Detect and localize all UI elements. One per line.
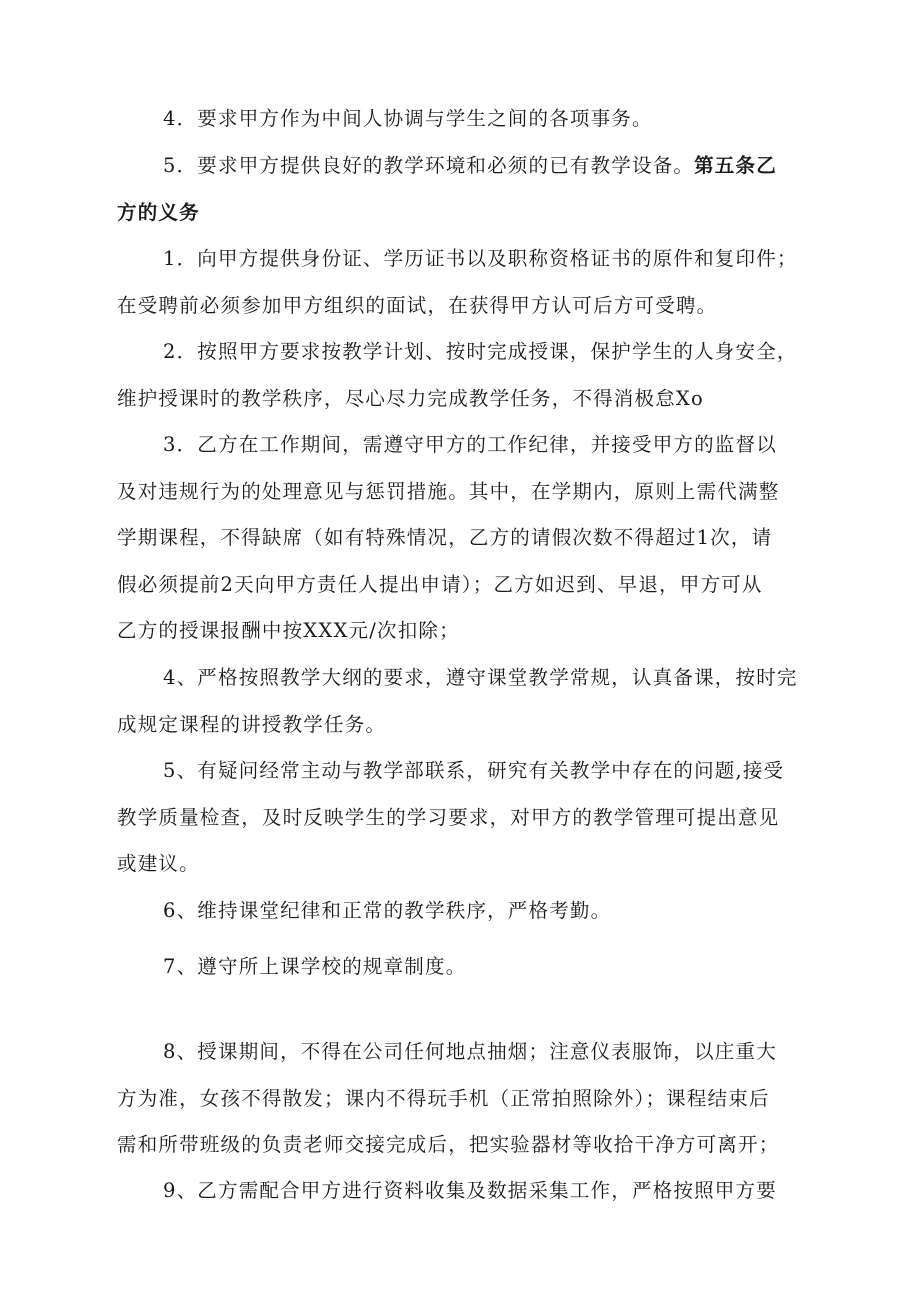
duty-paragraph-4 [117, 655, 817, 748]
text-line: 需和所带班级的负责老师交接完成后，把实验器材等收拾干净方可离开； [117, 1133, 780, 1156]
duty-paragraph-9 [117, 1168, 817, 1215]
text-line: 4．要求甲方作为中间人协调与学生之间的各项事务。 [163, 107, 653, 130]
text-line: 4、严格按照教学大纲的要求，遵守课堂教学常规，认真备课，按时完 [163, 666, 798, 689]
text-segment: 5．要求甲方提供良好的教学环境和必须的已有教学设备。 [163, 154, 695, 177]
text-line: 在受聘前必须参加甲方组织的面试，在获得甲方认可后方可受聘。 [117, 293, 718, 317]
text-line: 6、维持课堂纪律和正常的教学秩序，严格考勤。 [163, 899, 612, 922]
text-line: 2．按照甲方要求按教学计划、按时完成授课，保护学生的人身安全， [163, 340, 798, 363]
duty-paragraph-3 [117, 422, 817, 655]
text-line: 3．乙方在工作期间，需遵守甲方的工作纪律，并接受甲方的监督以 [163, 433, 777, 456]
text-line: 成规定课程的讲授教学任务。 [117, 712, 387, 736]
text-line: 或建议。 [117, 852, 200, 875]
duty-paragraph-2 [117, 329, 817, 422]
text-line: 8、授课期间，不得在公司任何地点抽烟；注意仪表服饰，以庄重大 [163, 1040, 777, 1063]
text-line: 5、有疑问经常主动与教学部联系，研究有关教学中存在的问题,接受 [163, 759, 785, 782]
text-line: 维护授课时的教学秩序，尽心尽力完成教学任务，不得消极怠Xo [117, 386, 704, 410]
text-line: 假必须提前2天向甲方责任人提出申请）；乙方如迟到、早退，甲方可从 [117, 572, 763, 596]
text-line: 乙方的授课报酬中按XXX元/次扣除； [117, 619, 460, 642]
clause-paragraph-5 [117, 143, 817, 236]
section-heading-continuation: 方的义务 [117, 200, 200, 224]
section-heading-inline: 第五条乙 [694, 154, 777, 177]
text-line: 1．向甲方提供身份证、学历证书以及职称资格证书的原件和复印件； [163, 247, 798, 270]
text-line: 9、乙方需配合甲方进行资料收集及数据采集工作，严格按照甲方要 [163, 1179, 777, 1202]
duty-paragraph-6 [117, 888, 817, 935]
text-line [117, 143, 817, 190]
duty-paragraph-5 [117, 748, 817, 888]
text-line: 方为准，女孩不得散发；课内不得玩手机（正常拍照除外）；课程结束后 [117, 1086, 770, 1110]
text-line: 教学质量检查，及时反映学生的学习要求，对甲方的教学管理可提出意见 [117, 805, 780, 829]
clause-paragraph-4 [117, 96, 817, 143]
duty-paragraph-8 [117, 1029, 817, 1169]
text-line: 7、遵守所上课学校的规章制度。 [163, 955, 467, 978]
duty-paragraph-1 [117, 236, 817, 329]
duty-paragraph-7 [117, 944, 817, 991]
text-line: 学期课程，不得缺席（如有特殊情况，乙方的请假次数不得超过1次，请 [117, 526, 773, 549]
text-line: 及对违规行为的处理意见与惩罚措施。其中，在学期内，原则上需代满整 [117, 479, 780, 503]
